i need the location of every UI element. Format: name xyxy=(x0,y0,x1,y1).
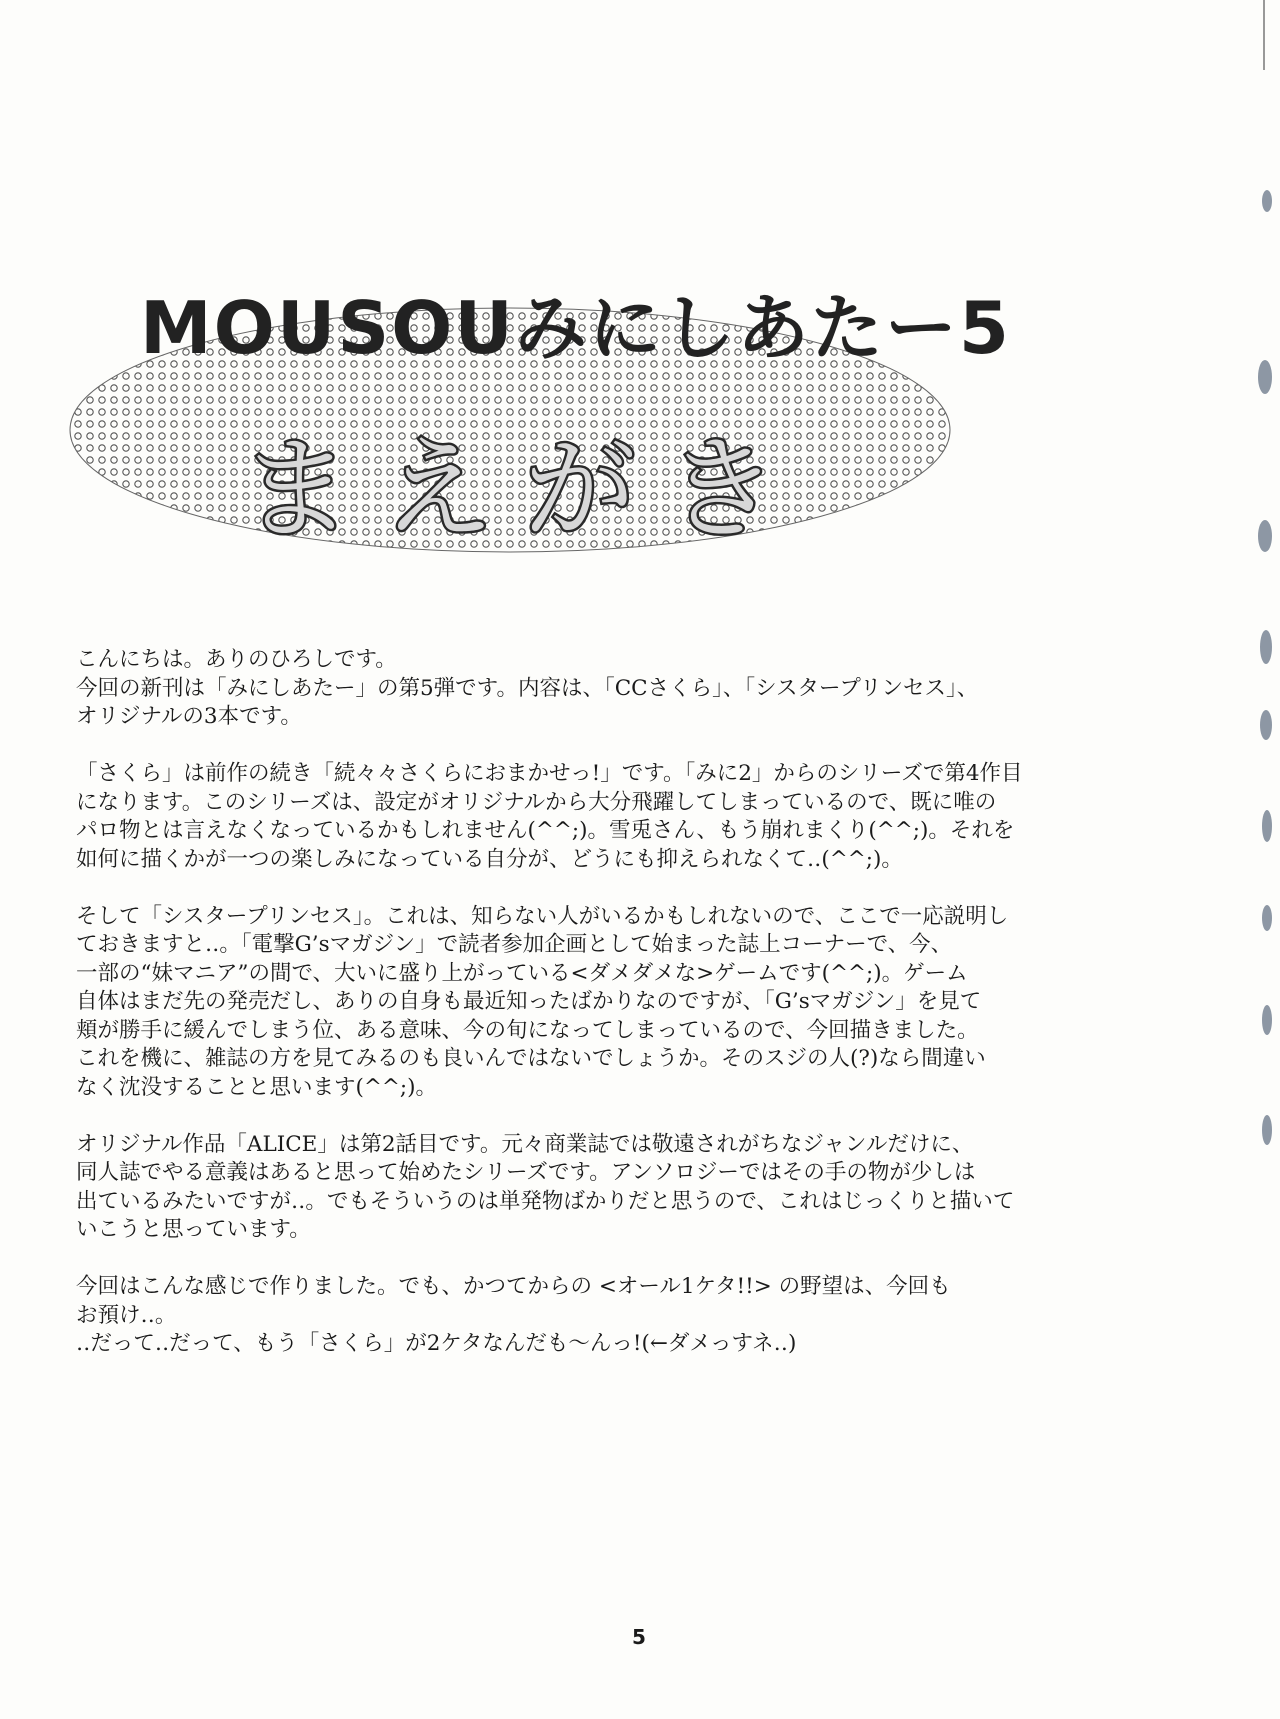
edge-mark xyxy=(1260,710,1272,740)
text-line: 同人誌でやる意義はあると思って始めたシリーズです。アンソロジーではその手の物が少しは xyxy=(76,1160,976,1185)
text-line: 「さくら」は前作の続き「続々々さくらにおまかせっ!」です。「みに2」からのシリーズで第4作目 xyxy=(76,761,1023,786)
text-line: 如何に描くかが一つの楽しみになっている自分が、どうにも抑えられなくて‥(^^;)。 xyxy=(76,846,903,872)
text-line: こんにちは。ありのひろしです。 xyxy=(76,647,397,672)
edge-mark xyxy=(1262,905,1272,931)
edge-mark xyxy=(1258,360,1272,394)
preface-heading: まえがき xyxy=(240,425,808,555)
text-line: オリジナル作品「ALICE」は第2話目です。元々商業誌では敬遠されがちなジャンルだけに、 xyxy=(76,1131,974,1157)
edge-line xyxy=(1263,0,1265,70)
text-line: 今回はこんな感じで作りました。でも、かつてからの <オール1ケタ!!> の野望は、今回も xyxy=(76,1274,951,1299)
paragraph xyxy=(76,646,1076,732)
preface-text xyxy=(76,646,1076,1387)
paragraph xyxy=(76,1131,1076,1245)
book-title: MOUSOUみにしあたー5 xyxy=(140,286,1011,370)
text-line: 自体はまだ先の発売だし、ありの自身も最近知ったばかりなのですが、「G’sマガジン」を見て xyxy=(76,989,982,1014)
paragraph xyxy=(76,1273,1076,1359)
text-line: 今回の新刊は「みにしあたー」の第5弾です。内容は、「CCさくら」、「シスタープリンセス」、 xyxy=(76,675,979,701)
paragraph xyxy=(76,903,1076,1103)
text-line: ておきますと‥。「電撃G’sマガジン」で読者参加企画として始まった誌上コーナーで、今、 xyxy=(76,932,953,957)
text-line: 出ているみたいですが‥。でもそういうのは単発物ばかりだと思うので、これはじっくりと描いて xyxy=(76,1188,1015,1214)
page-number: 5 xyxy=(632,1625,646,1649)
paragraph xyxy=(76,760,1076,874)
edge-mark xyxy=(1262,810,1272,842)
text-line: なく沈没することと思います(^^;)。 xyxy=(76,1074,438,1100)
edge-mark xyxy=(1258,520,1272,552)
text-line: 頬が勝手に緩んでしまう位、ある意味、今の旬になってしまっているので、今回描きました。 xyxy=(76,1017,979,1043)
text-line: そして「シスタープリンセス」。これは、知らない人がいるかもしれないので、ここで一応説明し xyxy=(76,903,1009,929)
edge-mark xyxy=(1262,1005,1272,1035)
text-line: お預け‥。 xyxy=(76,1302,177,1328)
text-line: 一部の“妹マニア”の間で、大いに盛り上がっている<ダメダメな>ゲームです(^^;)。ゲーム xyxy=(76,960,968,986)
edge-mark xyxy=(1262,190,1272,212)
text-line: いこうと思っています。 xyxy=(76,1217,311,1242)
text-line: になります。このシリーズは、設定がオリジナルから大分飛躍してしまっているので、既に唯の xyxy=(76,789,997,815)
text-line: ‥だって‥だって、もう「さくら」が2ケタなんだも〜んっ!(←ダメっすネ‥) xyxy=(76,1331,797,1356)
text-line: パロ物とは言えなくなっているかもしれません(^^;)。雪兎さん、もう崩れまくり(^^;)。それを xyxy=(76,818,1015,843)
edge-mark xyxy=(1262,1115,1272,1145)
edge-mark xyxy=(1260,630,1272,664)
text-line: オリジナルの3本です。 xyxy=(76,704,302,729)
text-line: これを機に、雑誌の方を見てみるのも良いんではないでしょうか。そのスジの人(?)なら間違い xyxy=(76,1046,986,1071)
